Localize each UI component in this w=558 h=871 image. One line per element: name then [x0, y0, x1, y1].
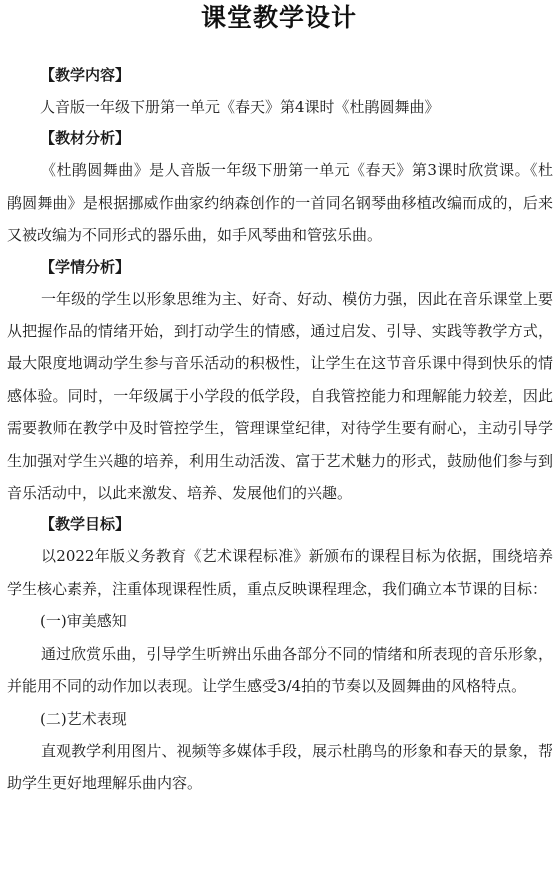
section-heading-material: 【教材分析】	[40, 129, 131, 148]
goal-aesthetic-paragraph: 通过欣赏乐曲，引导学生听辨出乐曲各部分不同的情绪和所表现的音乐形象，并能用不同的动作加以表现。让学生感受3/4拍的节奏以及圆舞曲的风格特点。	[7, 644, 553, 696]
goals-paragraph: 以2022年版义务教育《艺术课程标准》新颁布的课程目标为依据，围绕培养学生核心素养，注重体现课程性质，重点反映课程理念，我们确立本节课的目标：	[7, 547, 553, 598]
goal-expression-paragraph: 直观教学利用图片、视频等多媒体手段，展示杜鹃鸟的形象和春天的景象，帮助学生更好地理解乐曲内容。	[7, 741, 553, 793]
students-paragraph: 一年级的学生以形象思维为主、好奇、好动、模仿力强，因此在音乐课堂上要从把握作品的情绪开始，到打动学生的情感，通过启发、引导、实践等教学方式，最大限度地调动学生参与音乐活动的积极性，让学生在这节音乐课中得到快乐的情感体验。同时，一年级属于小学段的低学段，自我管控能力和理解能力较差，因此需要教师在教学中及时管控学生，管理课堂纪律，对待学生要有耐心，主动引导学生加强对学生兴趣的培养，利用生动活泼、富于艺术魅力的形式，鼓励他们参与到音乐活动中，以此来激发、培养、发展他们的兴趣。	[7, 289, 553, 503]
page-title: 课堂教学设计	[200, 3, 357, 32]
section-heading-students: 【学情分析】	[40, 257, 131, 276]
section-heading-goals: 【教学目标】	[40, 515, 131, 534]
material-paragraph: 《杜鹃圆舞曲》是人音版一年级下册第一单元《春天》第3课时欣赏课。《杜鹃圆舞曲》是根据挪威作曲家约纳森创作的一首同名钢琴曲移植改编而成的，后来又被改编为不同形式的器乐曲，如手风琴曲和管弦乐曲。	[7, 161, 553, 245]
content-text: 人音版一年级下册第一单元《春天》第4课时《杜鹃圆舞曲》	[40, 98, 440, 116]
section-heading-content: 【教学内容】	[40, 66, 131, 84]
goal-subheading-expression: (二)艺术表现	[40, 709, 127, 728]
goal-subheading-aesthetic: (一)审美感知	[40, 612, 127, 631]
document-body	[7, 60, 553, 800]
